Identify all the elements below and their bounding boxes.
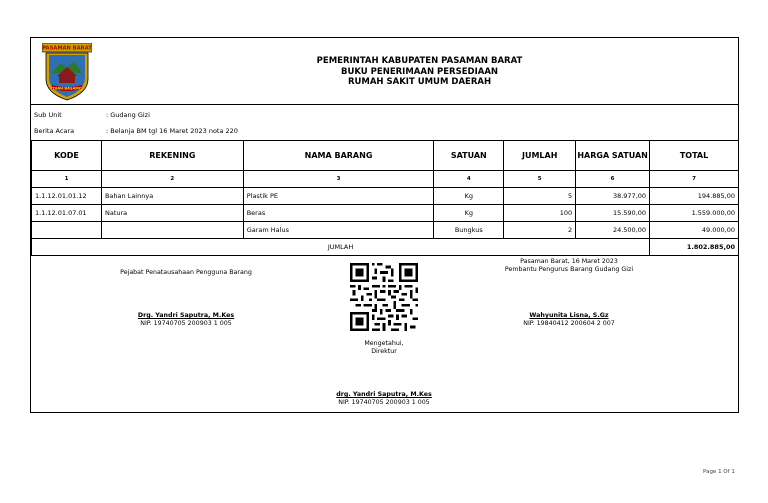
table-column-number-row xyxy=(32,171,739,188)
signature-left-block xyxy=(106,312,266,328)
document-meta xyxy=(31,106,738,140)
table-header-row xyxy=(32,141,739,171)
column-number: 2 xyxy=(101,171,243,188)
document-title-block xyxy=(31,56,738,88)
header-jumlah: JUMLAH xyxy=(504,141,576,171)
header-satuan: SATUAN xyxy=(434,141,504,171)
title-line-hospital: RUMAH SAKIT UMUM DAERAH xyxy=(347,77,492,87)
signature-right-title: Pembantu Pengurus Barang Gudang Gizi xyxy=(504,266,634,273)
signature-center-heading xyxy=(334,340,434,356)
header-harga-satuan: HARGA SATUAN xyxy=(576,141,650,171)
signature-right-name: Wahyunita Lisna, S.Gz xyxy=(529,312,609,319)
cell-kode: 1.1.12.01.07.01 xyxy=(32,205,102,222)
total-label: JUMLAH xyxy=(32,239,650,256)
cell-total: 194.885,00 xyxy=(650,188,739,205)
berita-acara-label: Berita Acara xyxy=(34,127,75,135)
receipt-table xyxy=(31,140,739,256)
header-kode: KODE xyxy=(32,141,102,171)
total-value: 1.802.885,00 xyxy=(650,239,739,256)
cell-jumlah: 2 xyxy=(504,222,576,239)
logo-text-bottom: TUAH BASAMO xyxy=(52,86,82,91)
signature-left-nip: NIP. 19740705 200903 1 005 xyxy=(140,320,232,327)
signature-right-place-date: Pasaman Barat, 16 Maret 2023 xyxy=(520,258,618,265)
cell-nama-barang: Garam Halus xyxy=(243,222,434,239)
page-number: Page 1 Of 1 xyxy=(703,469,735,475)
signature-right-nip: NIP. 19840412 200604 2 007 xyxy=(523,320,615,327)
column-number: 1 xyxy=(32,171,102,188)
header-rekening: REKENING xyxy=(101,141,243,171)
sub-unit-label: Sub Unit xyxy=(34,111,62,119)
title-line-government: PEMERINTAH KABUPATEN PASAMAN BARAT xyxy=(316,56,523,66)
berita-acara-value: : Belanja BM tgl 16 Maret 2023 nota 220 xyxy=(106,127,238,135)
column-number: 5 xyxy=(504,171,576,188)
cell-rekening: Natura xyxy=(101,205,243,222)
cell-kode: 1.1.12.01.01.12 xyxy=(32,188,102,205)
cell-rekening: Bahan Lainnya xyxy=(101,188,243,205)
cell-satuan: Bungkus xyxy=(434,222,504,239)
signature-left-name: Drg. Yandri Saputra, M.Kes xyxy=(137,312,235,319)
document-header xyxy=(31,38,738,105)
table-row xyxy=(32,188,739,205)
cell-rekening xyxy=(101,222,243,239)
table-total-row xyxy=(32,239,739,256)
column-number: 3 xyxy=(243,171,434,188)
column-number: 6 xyxy=(576,171,650,188)
qr-code-icon xyxy=(350,263,418,331)
signature-right-block xyxy=(479,312,659,328)
signature-right-heading xyxy=(479,258,659,274)
document-page xyxy=(30,37,739,413)
cell-jumlah: 100 xyxy=(504,205,576,222)
column-number: 7 xyxy=(650,171,739,188)
cell-nama-barang: Beras xyxy=(243,205,434,222)
signature-center-line1: Mengetahui, xyxy=(364,340,404,347)
cell-harga-satuan: 38.977,00 xyxy=(576,188,650,205)
cell-total: 49.000,00 xyxy=(650,222,739,239)
header-total: TOTAL xyxy=(650,141,739,171)
column-number: 4 xyxy=(434,171,504,188)
sub-unit-value: : Gudang Gizi xyxy=(106,111,150,119)
meta-berita-acara xyxy=(34,127,238,135)
cell-harga-satuan: 15.590,00 xyxy=(576,205,650,222)
cell-satuan: Kg xyxy=(434,188,504,205)
meta-sub-unit xyxy=(34,111,150,119)
header-nama-barang: NAMA BARANG xyxy=(243,141,434,171)
logo-text-top: PASAMAN BARAT xyxy=(42,45,92,52)
signature-center-line2: Direktur xyxy=(371,348,397,355)
cell-total: 1.559.000,00 xyxy=(650,205,739,222)
cell-kode xyxy=(32,222,102,239)
table-row xyxy=(32,222,739,239)
signature-bottom-nip: NIP. 19740705 200903 1 005 xyxy=(338,399,430,406)
signature-left-title: Pejabat Penatausahaan Pengguna Barang xyxy=(120,269,252,276)
table-row xyxy=(32,205,739,222)
signature-bottom-block xyxy=(309,391,459,407)
cell-harga-satuan: 24.500,00 xyxy=(576,222,650,239)
cell-jumlah: 5 xyxy=(504,188,576,205)
signature-bottom-name: drg. Yandri Saputra, M.Kes xyxy=(336,391,432,398)
cell-satuan: Kg xyxy=(434,205,504,222)
cell-nama-barang: Plastik PE xyxy=(243,188,434,205)
title-line-book: BUKU PENERIMAAN PERSEDIAAN xyxy=(340,66,499,77)
